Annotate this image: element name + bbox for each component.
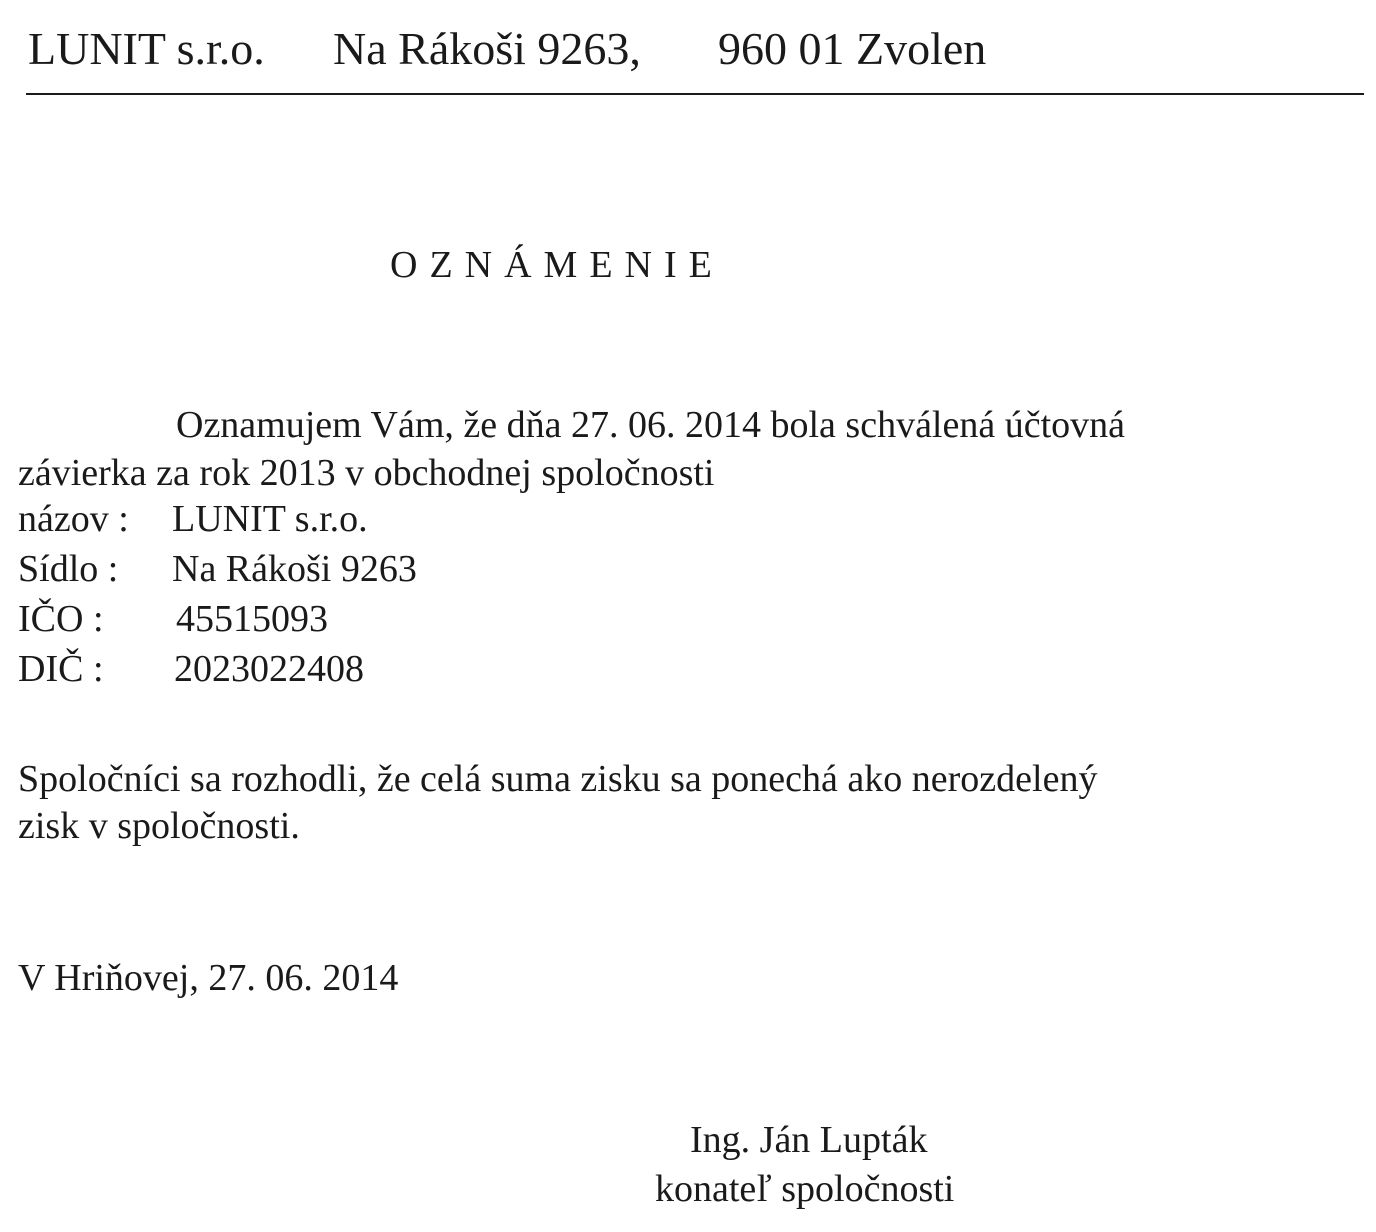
- document-title: OZNÁMENIE: [390, 244, 724, 286]
- letterhead-divider: [26, 93, 1364, 95]
- detail-label-nazov: názov :: [18, 498, 129, 540]
- letterhead-city: 960 01 Zvolen: [718, 23, 987, 74]
- decision-line-2: zisk v spoločnosti.: [18, 805, 300, 847]
- signatory-name: Ing. Ján Lupták: [690, 1119, 928, 1161]
- signatory-role: konateľ spoločnosti: [655, 1168, 955, 1210]
- decision-line-1: Spoločníci sa rozhodli, že celá suma zisku sa ponechá ako nerozdelený: [18, 758, 1098, 800]
- letterhead-company: LUNIT s.r.o.: [28, 23, 265, 74]
- detail-value-sidlo: Na Rákoši 9263: [172, 548, 417, 590]
- detail-value-dic: 2023022408: [174, 648, 364, 690]
- detail-label-dic: DIČ :: [18, 648, 104, 690]
- intro-line-1: Oznamujem Vám, že dňa 27. 06. 2014 bola schválená účtovná: [176, 404, 1126, 446]
- detail-label-sidlo: Sídlo :: [18, 548, 119, 590]
- detail-value-ico: 45515093: [176, 598, 328, 640]
- place-date: V Hriňovej, 27. 06. 2014: [18, 957, 399, 999]
- intro-line-2: závierka za rok 2013 v obchodnej spoločnosti: [18, 452, 715, 494]
- detail-label-ico: IČO :: [18, 598, 104, 640]
- detail-value-nazov: LUNIT s.r.o.: [172, 498, 368, 540]
- letterhead-street: Na Rákoši 9263,: [333, 23, 641, 74]
